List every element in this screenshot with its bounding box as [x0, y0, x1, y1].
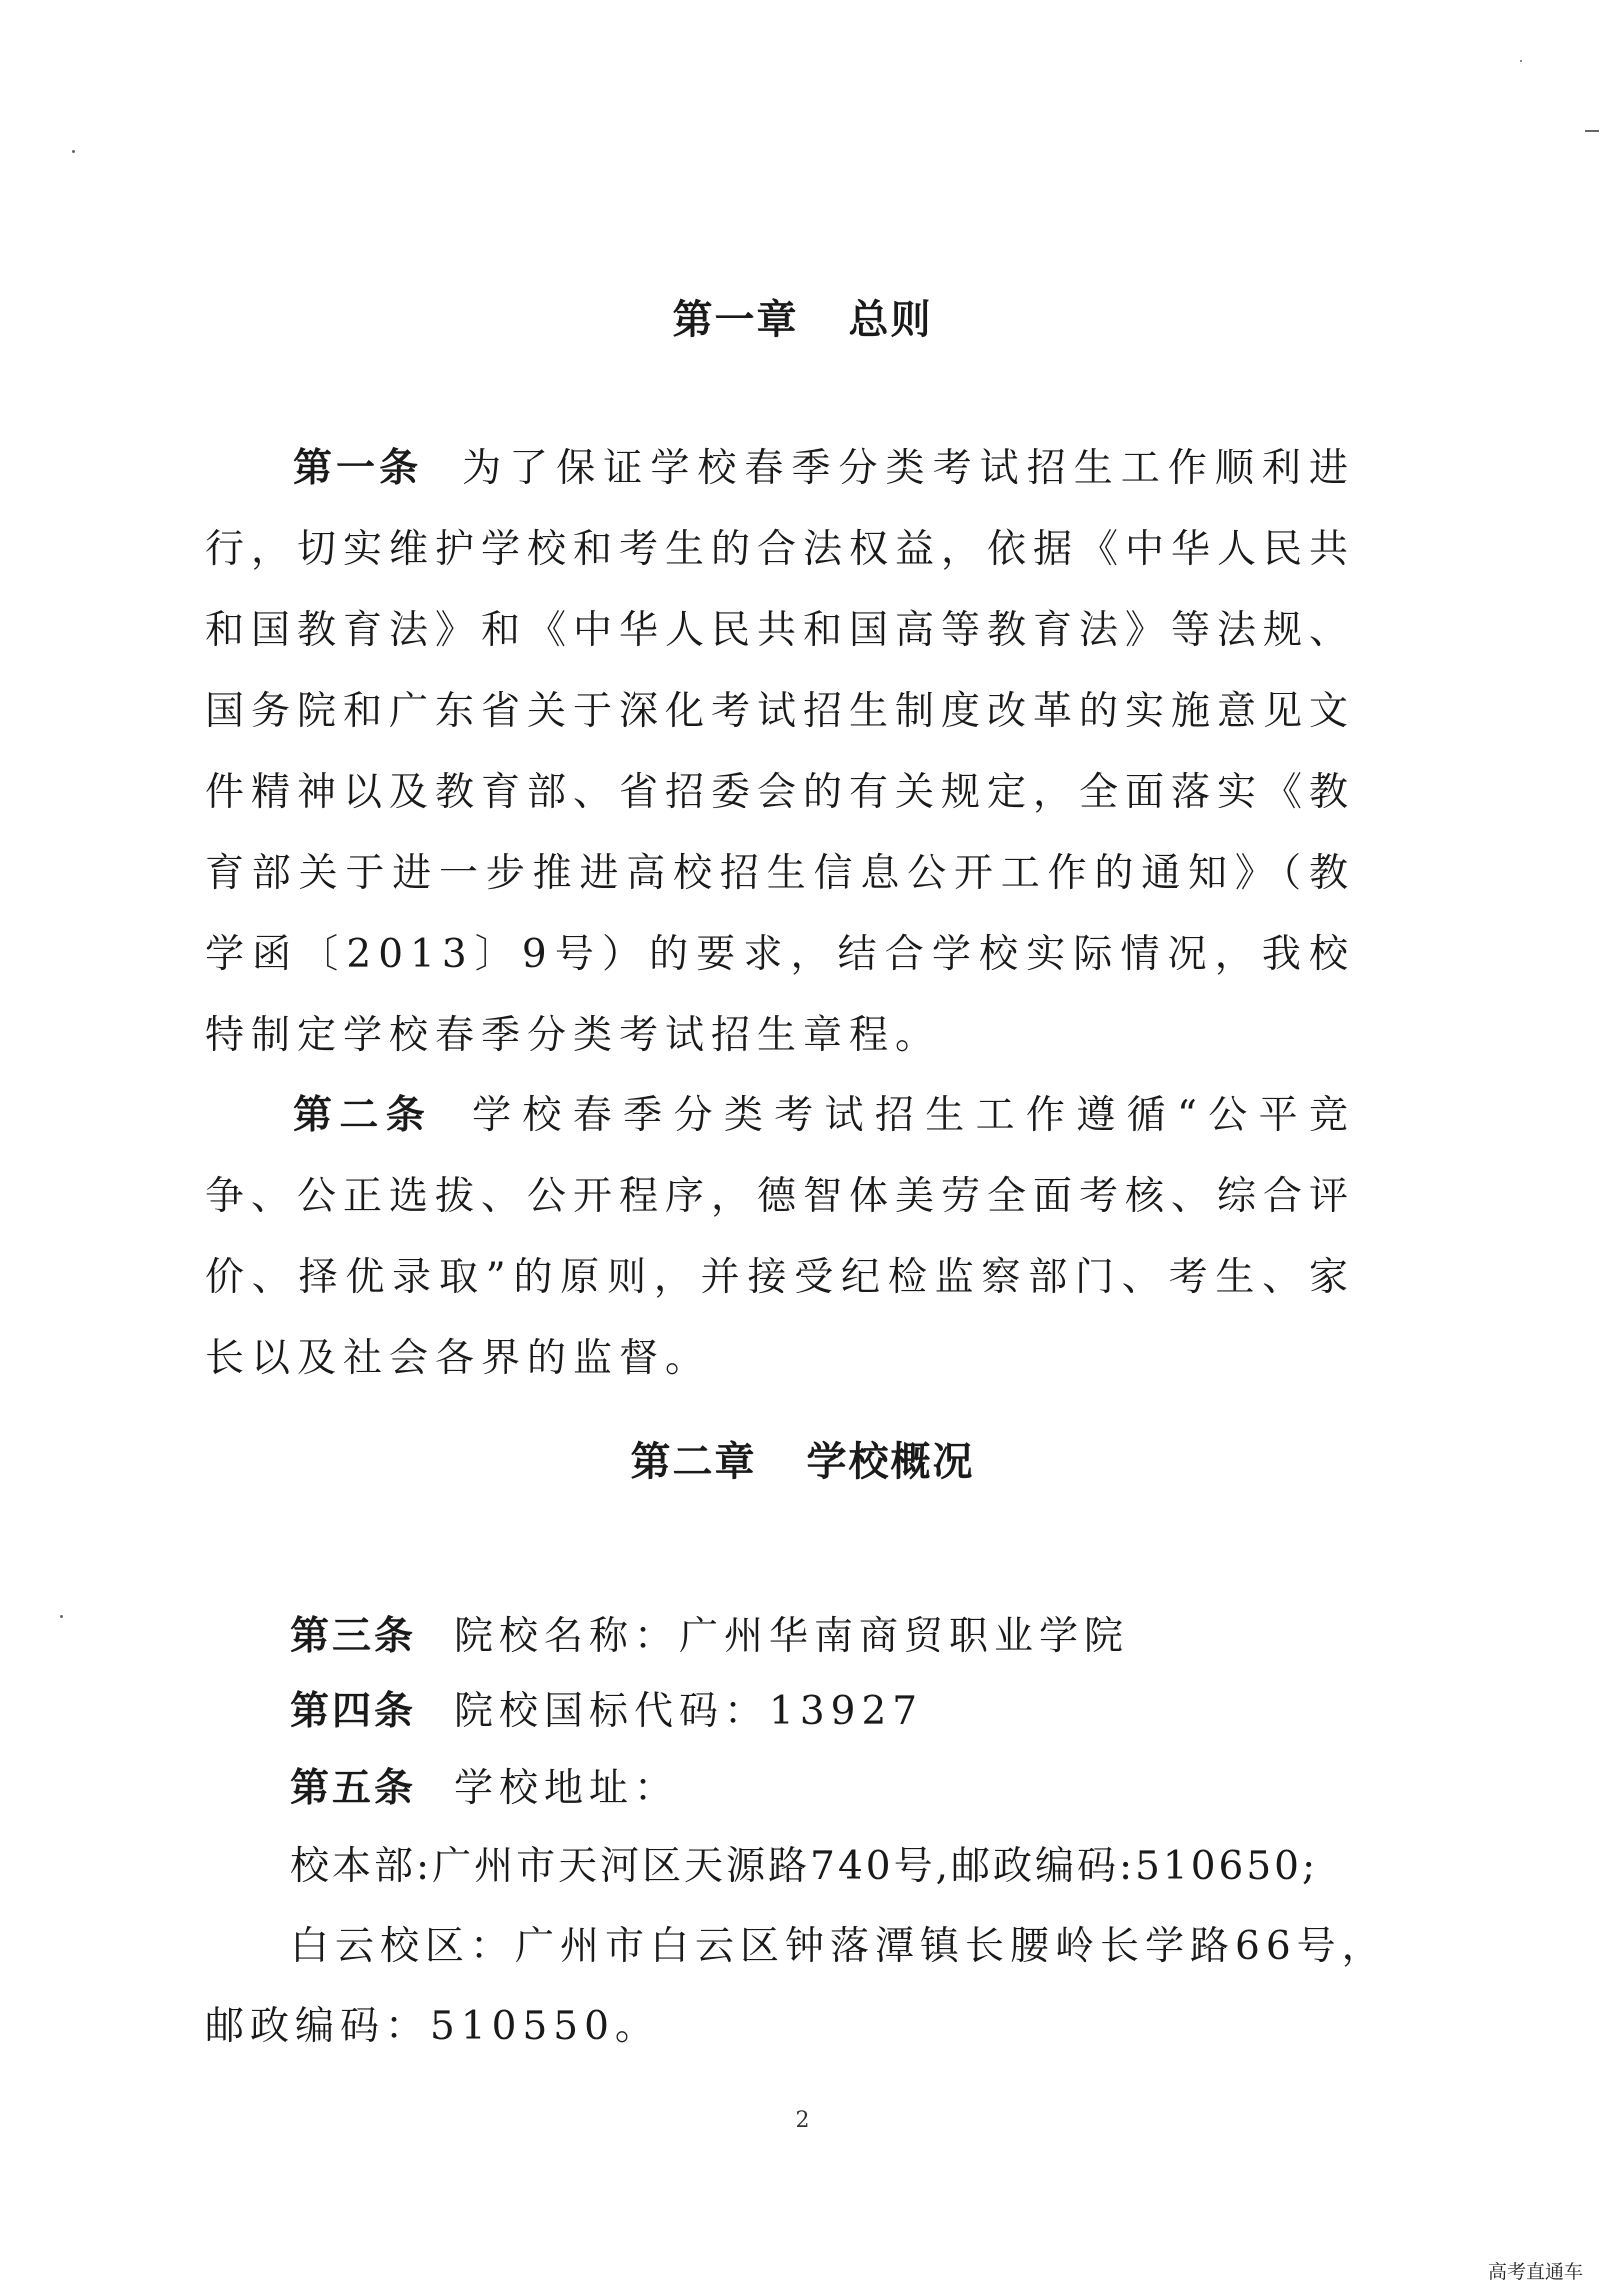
campus-baiyun-postcode: 邮政编码：510550。 — [205, 2004, 660, 2049]
campus-main-address: 校本部:广州市天河区天源路740号,邮政编码:510650; — [290, 1844, 1319, 1889]
chapter-2-subtitle: 学校概况 — [806, 1439, 975, 1485]
article-3-head: 第三条 — [290, 1614, 417, 1659]
scan-speck — [1520, 60, 1522, 62]
scan-speck — [1585, 130, 1599, 132]
chapter-1-title: 第一章 — [672, 297, 799, 343]
article-2-text: 学校春季分类考试招生工作遵循“公平竞争、公正选拔、公开程序，德智体美劳全面考核、综合评价、择优录取”的原则，并接受纪检监察部门、考生、家长以及社会各界的监督。 — [205, 1093, 1356, 1381]
scan-speck — [60, 1615, 63, 1618]
article-5-head: 第五条 — [290, 1766, 417, 1811]
article-2 — [205, 1075, 1355, 1399]
article-5-text: 学校地址： — [454, 1766, 680, 1811]
article-4-text: 院校国标代码：13927 — [454, 1689, 924, 1734]
article-1-head: 第一条 — [293, 446, 423, 491]
scan-speck — [72, 150, 75, 153]
article-2-head: 第二条 — [293, 1093, 433, 1138]
chapter-2-title: 第二章 — [630, 1439, 757, 1485]
article-5 — [290, 1757, 679, 1813]
article-4 — [290, 1680, 923, 1736]
article-4-head: 第四条 — [290, 1689, 417, 1734]
chapter-1-heading — [0, 288, 1605, 345]
campus-baiyun-address: 白云校区：广州市白云区钟落潭镇长腰岭长学路66号， — [290, 1924, 1387, 1969]
chapter-2-heading — [0, 1430, 1605, 1487]
chapter-1-subtitle: 总则 — [848, 297, 933, 343]
article-1 — [205, 428, 1355, 1076]
article-3 — [290, 1605, 1129, 1661]
article-3-text: 院校名称：广州华南商贸职业学院 — [454, 1614, 1130, 1659]
article-1-text: 为了保证学校春季分类考试招生工作顺利进行，切实维护学校和考生的合法权益，依据《中华人民共和国教育法》和《中华人民共和国高等教育法》等法规、国务院和广东省关于深化考试招生制度改革的实施意见文件精神以及教育部、省招委会的有关规定，全面落实《教育部关于进一步推进高校招生信息公开工作的通知》（教学函〔2013〕9号）的要求，结合学校实际情况，我校特制定学校春季分类考试招生章程。 — [205, 446, 1356, 1058]
page-number: 2 — [795, 2108, 810, 2133]
watermark: 高考直通车 — [1487, 2261, 1583, 2283]
